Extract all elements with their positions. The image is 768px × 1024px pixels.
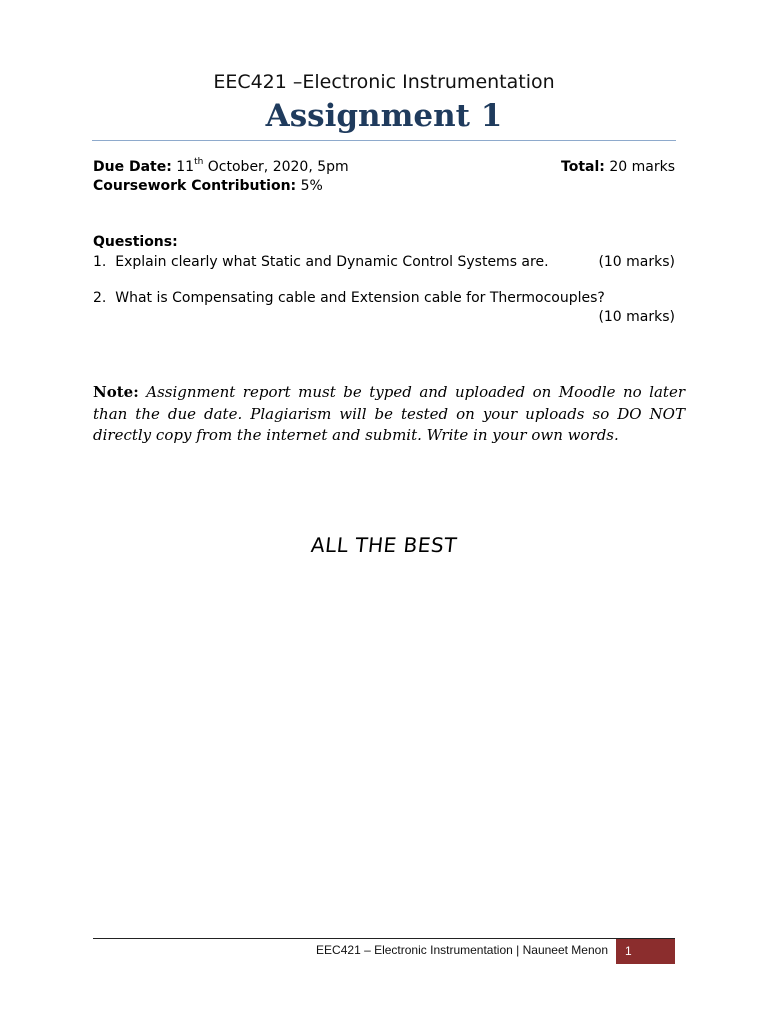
question-1 (93, 254, 549, 270)
question-2 (93, 290, 605, 306)
question-text: Explain clearly what Static and Dynamic Control Systems are. (115, 254, 549, 270)
course-title: EEC421 –Electronic Instrumentation (213, 71, 555, 93)
total-label: Total: (561, 159, 605, 175)
total-value: 20 marks (609, 159, 675, 175)
question-text: What is Compensating cable and Extension cable for Thermocouples? (115, 290, 605, 306)
due-date-day: 11th (176, 157, 204, 175)
closing-message: ALL THE BEST (309, 533, 459, 557)
footer-text: EEC421 – Electronic Instrumentation | Nauneet Menon (316, 943, 608, 957)
note-label: Note: (93, 383, 139, 401)
contribution-label: Coursework Contribution: (93, 178, 297, 194)
due-date (93, 159, 349, 175)
coursework-contribution (93, 178, 323, 194)
due-date-rest: October, 2020, 5pm (207, 159, 349, 175)
question-number: 2. (93, 290, 107, 306)
total-marks (561, 159, 675, 175)
title-divider (92, 140, 676, 141)
contribution-value: 5% (300, 178, 323, 194)
due-date-suffix: th (194, 157, 204, 168)
question-number: 1. (93, 254, 107, 270)
page-number-badge (616, 939, 675, 964)
question-1-marks: (10 marks) (598, 254, 675, 270)
assignment-title: Assignment 1 (265, 98, 503, 134)
question-2-marks: (10 marks) (598, 309, 675, 325)
note-text: Assignment report must be typed and uploaded on Moodle no later than the due date. Plagiarism will be tested on your uploads so DO NOT directly copy from the internet and submit. Write in your own words. (93, 383, 685, 444)
footer-divider (93, 938, 675, 939)
questions-heading: Questions: (93, 234, 178, 250)
page-number: 1 (625, 944, 632, 958)
note-paragraph (93, 382, 685, 447)
due-date-label: Due Date: (93, 159, 172, 175)
